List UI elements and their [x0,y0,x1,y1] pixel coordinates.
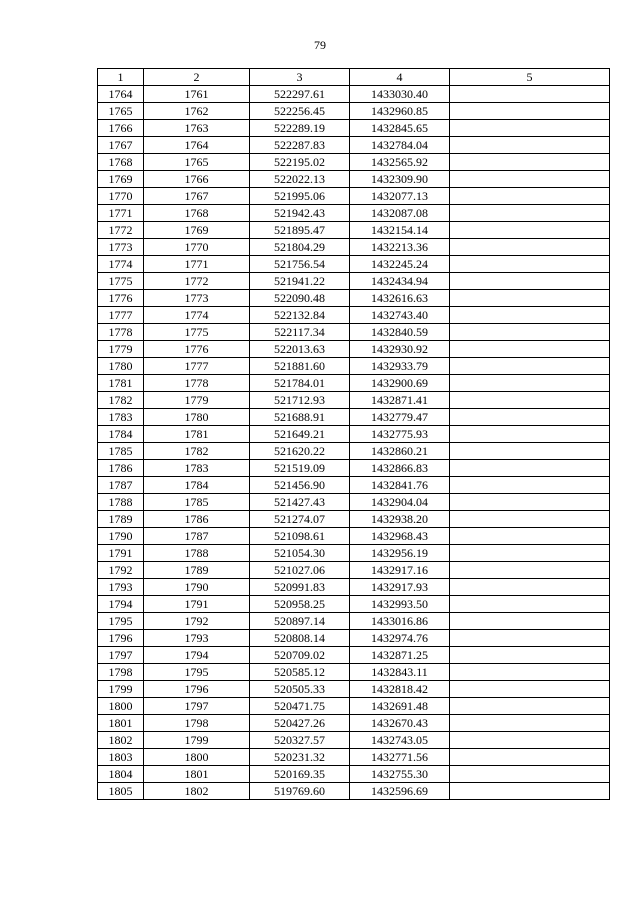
table-cell: 521881.60 [250,358,350,375]
table-cell [450,562,610,579]
table-cell: 1775 [144,324,250,341]
table-cell: 1432245.24 [350,256,450,273]
table-cell: 1782 [144,443,250,460]
table-cell [450,783,610,800]
table-cell [450,715,610,732]
table-row [98,783,610,800]
table-cell: 520991.83 [250,579,350,596]
table-cell: 1768 [144,205,250,222]
table-row [98,307,610,324]
table-row [98,528,610,545]
table-cell [450,732,610,749]
table-cell [450,647,610,664]
table-cell: 1767 [144,188,250,205]
table-cell: 1789 [98,511,144,528]
table-cell: 1432917.16 [350,562,450,579]
table-cell: 1432154.14 [350,222,450,239]
table-cell: 1432818.42 [350,681,450,698]
table-cell: 1800 [98,698,144,715]
table-row [98,154,610,171]
table-cell [450,511,610,528]
table-cell: 1432565.92 [350,154,450,171]
table-cell: 520471.75 [250,698,350,715]
table-cell: 1799 [144,732,250,749]
table-cell: 1786 [144,511,250,528]
table-row [98,239,610,256]
table-cell: 520169.35 [250,766,350,783]
table-cell: 1779 [98,341,144,358]
table-cell: 1774 [144,307,250,324]
table-cell: 1802 [144,783,250,800]
table-cell: 522132.84 [250,307,350,324]
table-cell [450,324,610,341]
column-header: 1 [98,69,144,86]
table-cell: 519769.60 [250,783,350,800]
table-cell: 1777 [98,307,144,324]
table-cell: 1432871.25 [350,647,450,664]
table-cell: 521804.29 [250,239,350,256]
table-cell: 1776 [144,341,250,358]
table-cell: 1766 [144,171,250,188]
table-cell: 1780 [98,358,144,375]
table-cell [450,545,610,562]
table-cell: 1432309.90 [350,171,450,188]
table-cell: 520808.14 [250,630,350,647]
table-cell: 1767 [98,137,144,154]
table-cell: 1805 [98,783,144,800]
table-cell: 1792 [144,613,250,630]
table-cell: 521941.22 [250,273,350,290]
table-cell: 1432771.56 [350,749,450,766]
table-row [98,222,610,239]
table-cell [450,154,610,171]
table-row [98,477,610,494]
table-row [98,715,610,732]
table-cell [450,188,610,205]
column-header: 4 [350,69,450,86]
table-cell: 1802 [98,732,144,749]
table-cell [450,698,610,715]
table-row [98,86,610,103]
table-row [98,443,610,460]
table-cell: 1798 [144,715,250,732]
table-cell: 520958.25 [250,596,350,613]
table-cell: 1783 [144,460,250,477]
table-cell: 1432840.59 [350,324,450,341]
table-cell: 1801 [144,766,250,783]
table-cell: 1797 [144,698,250,715]
table-cell: 520327.57 [250,732,350,749]
table-cell [450,103,610,120]
table-cell: 1801 [98,715,144,732]
table-row [98,732,610,749]
table-cell: 1766 [98,120,144,137]
table-cell [450,256,610,273]
table-cell [450,222,610,239]
table-cell: 1782 [98,392,144,409]
table-cell: 1779 [144,392,250,409]
table-row [98,664,610,681]
table-row [98,205,610,222]
table-row [98,681,610,698]
table-cell: 1771 [144,256,250,273]
table-row [98,256,610,273]
table-cell: 1778 [144,375,250,392]
table-cell: 521995.06 [250,188,350,205]
table-row [98,392,610,409]
table-cell: 1777 [144,358,250,375]
table-cell: 1432843.11 [350,664,450,681]
table-cell: 1790 [144,579,250,596]
table-cell: 522195.02 [250,154,350,171]
table-cell: 520709.02 [250,647,350,664]
table-cell: 1785 [144,494,250,511]
table-cell: 520585.12 [250,664,350,681]
table-header-row [98,69,610,86]
table-row [98,596,610,613]
table-row [98,545,610,562]
table-cell: 521027.06 [250,562,350,579]
table-cell: 1764 [98,86,144,103]
table-cell: 1787 [144,528,250,545]
table-row [98,613,610,630]
table-cell: 1784 [144,477,250,494]
table-cell: 1432784.04 [350,137,450,154]
table-cell: 1770 [98,188,144,205]
table-cell [450,681,610,698]
table-row [98,630,610,647]
table-cell [450,409,610,426]
table-cell: 521756.54 [250,256,350,273]
table-cell: 521688.91 [250,409,350,426]
table-cell [450,137,610,154]
table-cell: 1432993.50 [350,596,450,613]
table-cell [450,341,610,358]
table-cell: 520505.33 [250,681,350,698]
table-cell: 1432974.76 [350,630,450,647]
table-cell: 521054.30 [250,545,350,562]
table-cell: 1432434.94 [350,273,450,290]
table-cell: 1770 [144,239,250,256]
table-cell: 1433030.40 [350,86,450,103]
table-cell: 1432904.04 [350,494,450,511]
table-cell [450,664,610,681]
table-cell: 1763 [144,120,250,137]
table-row [98,494,610,511]
table-cell: 1796 [98,630,144,647]
table-row [98,749,610,766]
table-cell: 1432860.21 [350,443,450,460]
table-cell [450,579,610,596]
table-row [98,188,610,205]
table-cell: 1432670.43 [350,715,450,732]
table-cell: 1803 [98,749,144,766]
table-cell [450,749,610,766]
table-cell: 1785 [98,443,144,460]
table-cell: 1432938.20 [350,511,450,528]
table-row [98,562,610,579]
table-cell [450,630,610,647]
table-row [98,426,610,443]
table-cell: 1432087.08 [350,205,450,222]
table-cell: 1432743.05 [350,732,450,749]
table-cell: 1790 [98,528,144,545]
table-cell: 1432917.93 [350,579,450,596]
table-cell: 1762 [144,103,250,120]
table-cell: 522297.61 [250,86,350,103]
table-cell: 1432956.19 [350,545,450,562]
table-cell: 1773 [98,239,144,256]
table-cell: 1769 [144,222,250,239]
table-cell: 521712.93 [250,392,350,409]
table-cell: 1798 [98,664,144,681]
table-cell: 1432596.69 [350,783,450,800]
column-header: 5 [450,69,610,86]
table-cell: 1761 [144,86,250,103]
table-cell: 1765 [98,103,144,120]
table-row [98,375,610,392]
table-cell: 1432841.76 [350,477,450,494]
table-cell: 1775 [98,273,144,290]
table-row [98,290,610,307]
table-row [98,324,610,341]
table-row [98,358,610,375]
table-cell: 521649.21 [250,426,350,443]
table-cell: 1773 [144,290,250,307]
table-cell [450,358,610,375]
table-body [98,86,610,800]
table-cell [450,460,610,477]
coordinates-table [97,68,610,800]
table-cell [450,596,610,613]
table-cell [450,239,610,256]
table-cell: 522287.83 [250,137,350,154]
table-cell: 1433016.86 [350,613,450,630]
table-cell: 522256.45 [250,103,350,120]
table-row [98,103,610,120]
table-cell [450,613,610,630]
table-row [98,120,610,137]
table-cell: 1784 [98,426,144,443]
table-cell: 521895.47 [250,222,350,239]
table-cell: 1764 [144,137,250,154]
table-cell: 1781 [98,375,144,392]
table-cell [450,290,610,307]
table-row [98,766,610,783]
table-cell: 520427.26 [250,715,350,732]
table-cell: 1432866.83 [350,460,450,477]
table-cell: 1781 [144,426,250,443]
table-cell [450,494,610,511]
table-cell: 522289.19 [250,120,350,137]
table-cell: 1771 [98,205,144,222]
table-cell: 1799 [98,681,144,698]
table-cell: 1789 [144,562,250,579]
table-cell: 1432743.40 [350,307,450,324]
table-cell: 520231.32 [250,749,350,766]
table-cell: 1772 [98,222,144,239]
table-cell: 1765 [144,154,250,171]
table-cell: 520897.14 [250,613,350,630]
table-cell: 1432077.13 [350,188,450,205]
table-cell: 1778 [98,324,144,341]
table-row [98,698,610,715]
table-cell: 1788 [98,494,144,511]
table-cell: 521784.01 [250,375,350,392]
table-cell: 1796 [144,681,250,698]
table-row [98,647,610,664]
table-cell [450,443,610,460]
table-cell: 1795 [144,664,250,681]
table-cell: 521456.90 [250,477,350,494]
table-cell: 1432900.69 [350,375,450,392]
table-cell [450,86,610,103]
table-row [98,579,610,596]
table-cell: 521274.07 [250,511,350,528]
table-cell [450,171,610,188]
table-cell [450,528,610,545]
table-cell: 1795 [98,613,144,630]
table-row [98,171,610,188]
table-cell: 1432871.41 [350,392,450,409]
table-cell: 1804 [98,766,144,783]
table-cell [450,375,610,392]
table-cell: 521620.22 [250,443,350,460]
table-cell: 522022.13 [250,171,350,188]
column-header: 3 [250,69,350,86]
table-row [98,341,610,358]
table-cell: 1793 [144,630,250,647]
table-cell: 1794 [144,647,250,664]
table-cell: 1432845.65 [350,120,450,137]
table-cell [450,307,610,324]
table-cell [450,477,610,494]
table-cell [450,766,610,783]
table-cell: 1793 [98,579,144,596]
table-cell: 521942.43 [250,205,350,222]
table-cell: 1432616.63 [350,290,450,307]
table-cell [450,273,610,290]
table-row [98,409,610,426]
table-cell [450,392,610,409]
table-cell: 1432691.48 [350,698,450,715]
table-cell: 521519.09 [250,460,350,477]
table-cell: 1432930.92 [350,341,450,358]
table-cell: 1769 [98,171,144,188]
table-cell: 1791 [144,596,250,613]
table-cell: 1780 [144,409,250,426]
table-cell: 1432779.47 [350,409,450,426]
table-cell: 1787 [98,477,144,494]
table-cell: 1791 [98,545,144,562]
table-cell: 521098.61 [250,528,350,545]
table-cell: 1432213.36 [350,239,450,256]
table-cell: 1432960.85 [350,103,450,120]
table-cell [450,426,610,443]
table-cell: 1432775.93 [350,426,450,443]
table-cell [450,205,610,222]
column-header: 2 [144,69,250,86]
table-cell: 1772 [144,273,250,290]
table-cell: 1774 [98,256,144,273]
table-cell [450,120,610,137]
table-cell: 1786 [98,460,144,477]
table-row [98,511,610,528]
table-cell: 1800 [144,749,250,766]
table-cell: 1797 [98,647,144,664]
table-cell: 521427.43 [250,494,350,511]
table-cell: 522090.48 [250,290,350,307]
table-cell: 1794 [98,596,144,613]
table-cell: 522117.34 [250,324,350,341]
table-cell: 1788 [144,545,250,562]
table-cell: 1768 [98,154,144,171]
table-cell: 1432933.79 [350,358,450,375]
table-row [98,137,610,154]
table-cell: 1792 [98,562,144,579]
table-row [98,460,610,477]
table-cell: 522013.63 [250,341,350,358]
page-number: 79 [314,38,326,52]
table-cell: 1432968.43 [350,528,450,545]
table-cell: 1776 [98,290,144,307]
table-row [98,273,610,290]
table-cell: 1783 [98,409,144,426]
table-cell: 1432755.30 [350,766,450,783]
